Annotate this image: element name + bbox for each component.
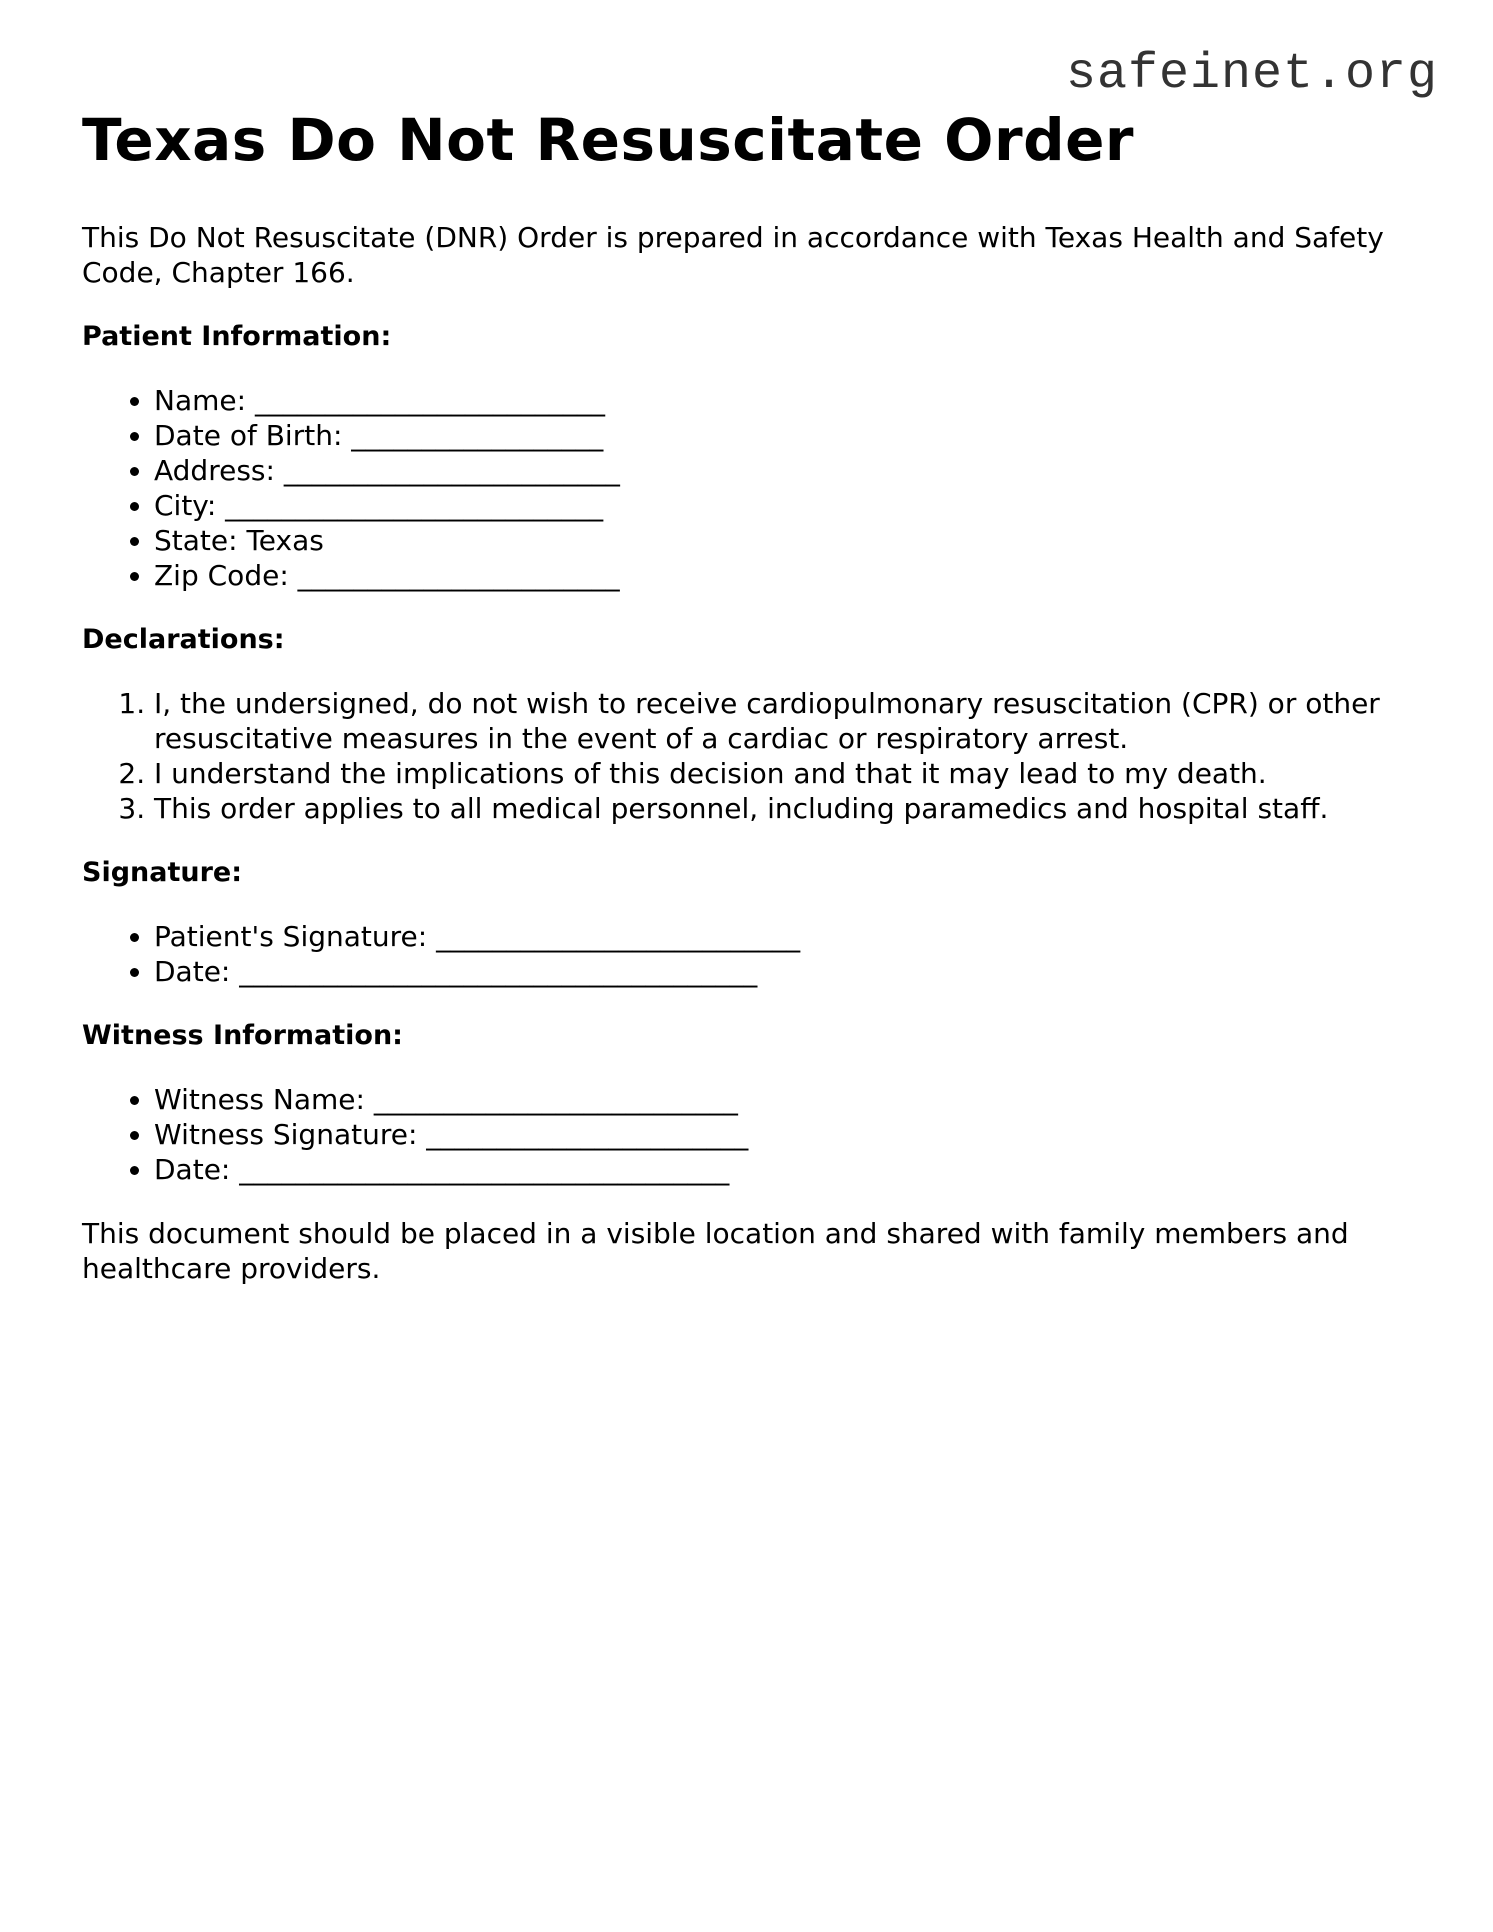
patient-signature-date-field: • Date: _____________________________________ [154, 954, 1422, 989]
patient-zip-field: • Zip Code: _______________________ [154, 558, 1422, 593]
witness-list [82, 1082, 1422, 1187]
patient-name-field: • Name: _________________________ [154, 383, 1422, 418]
signature-heading: Signature: [82, 857, 243, 888]
declaration-item: 2. I understand the implications of this decision and that it may lead to my death. [154, 756, 1422, 791]
witness-heading: Witness Information: [82, 1020, 403, 1051]
declaration-item: 1. I, the undersigned, do not wish to receive cardiopulmonary resuscitation (CPR) or other resuscitative measures in the event of a cardiac or respiratory arrest. [154, 686, 1422, 756]
patient-address-field: • Address: ________________________ [154, 453, 1422, 488]
witness-signature-field: • Witness Signature: _______________________ [154, 1117, 1422, 1152]
declarations-heading: Declarations: [82, 624, 285, 655]
patient-info-list [82, 383, 1422, 593]
patient-city-field: • City: ___________________________ [154, 488, 1422, 523]
document-body [82, 108, 1422, 1286]
patient-info-heading: Patient Information: [82, 321, 392, 352]
witness-date-field: • Date: ___________________________________ [154, 1152, 1422, 1187]
intro-paragraph: This Do Not Resuscitate (DNR) Order is prepared in accordance with Texas Health and Safety Code, Chapter 166. [82, 221, 1384, 289]
watermark: safeinet.org [1065, 46, 1438, 103]
witness-name-field: • Witness Name: __________________________ [154, 1082, 1422, 1117]
patient-signature-field: • Patient's Signature: __________________________ [154, 919, 1422, 954]
declaration-item: 3. This order applies to all medical personnel, including paramedics and hospital staff. [154, 791, 1422, 826]
closing-paragraph: This document should be placed in a visible location and shared with family members and healthcare providers. [82, 1217, 1349, 1285]
declarations-list [82, 686, 1422, 826]
patient-state-field: • State: Texas [154, 523, 1422, 558]
page-title: Texas Do Not Resuscitate Order [82, 106, 1135, 174]
patient-dob-field: • Date of Birth: __________________ [154, 418, 1422, 453]
signature-list [82, 919, 1422, 989]
